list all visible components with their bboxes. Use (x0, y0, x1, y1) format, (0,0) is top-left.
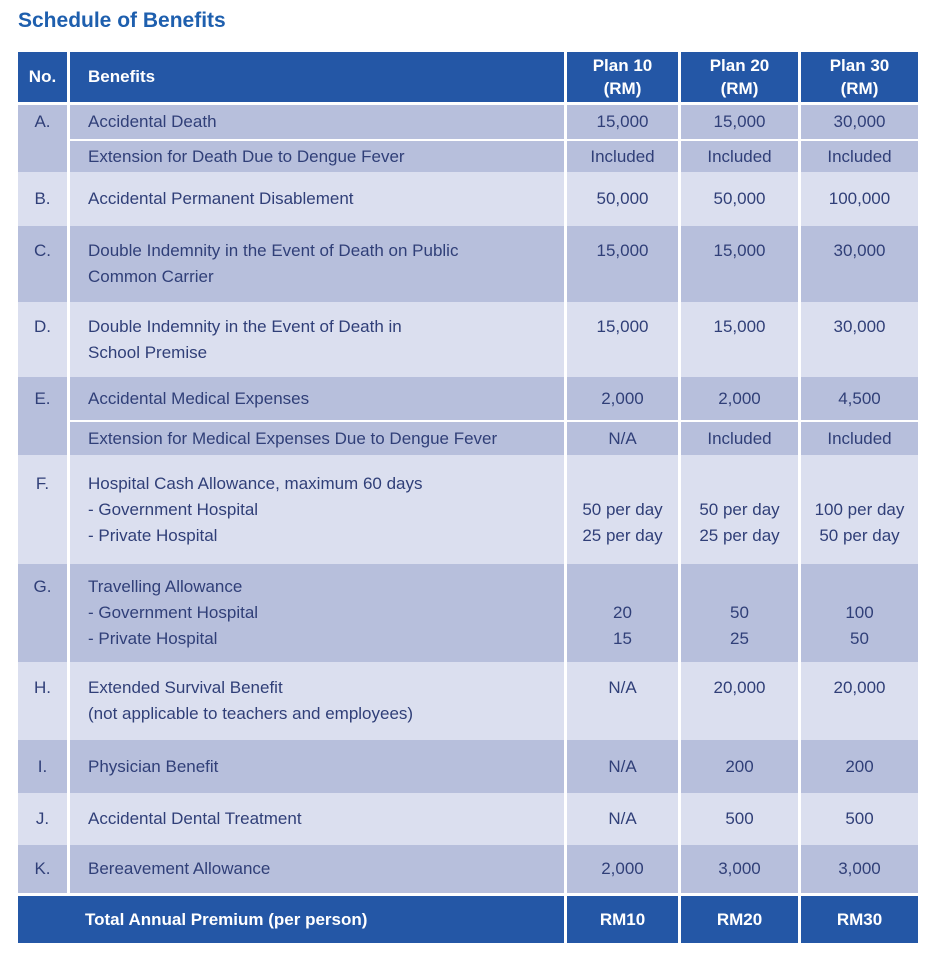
row-content (67, 845, 918, 893)
benefit-label: Bereavement Allowance (88, 859, 271, 878)
benefit-label: Extended Survival Benefit (88, 678, 283, 697)
benefit-label: Physician Benefit (88, 756, 219, 776)
row-letter: D. (34, 316, 51, 336)
row-content (67, 105, 918, 172)
table-row-a (18, 105, 918, 172)
plan30-value: 4,500 (838, 388, 881, 408)
row-letter-cell (18, 662, 67, 740)
header-plan10-line1: Plan 10 (592, 56, 653, 75)
row-letter: C. (34, 241, 51, 260)
row-content (67, 564, 918, 662)
plan10-value: 20 (613, 603, 632, 622)
plan20-value: 15,000 (713, 112, 766, 131)
plan20-value: Included (707, 428, 772, 448)
header-plan30-line1: Plan 30 (829, 56, 890, 75)
row-letter: J. (35, 809, 50, 828)
row-content (67, 377, 918, 455)
plan20-value: 15,000 (713, 241, 766, 260)
plan30-value: 30,000 (833, 241, 886, 260)
plan10-value: N/A (608, 678, 637, 697)
benefit-label: Extension for Medical Expenses Due to Dengue Fever (88, 428, 498, 448)
plan20-value: 50 (730, 603, 749, 622)
row-content (67, 455, 918, 564)
row-content (67, 662, 918, 740)
row-content (67, 793, 918, 845)
plan30-value: 100 (845, 603, 874, 622)
row-content (67, 740, 918, 793)
plan30-value: 30,000 (833, 316, 886, 336)
benefit-sub-label: - Private Hospital (88, 629, 218, 648)
benefit-note: (not applicable to teachers and employees) (88, 704, 414, 723)
benefit-sub-label: - Government Hospital (88, 499, 259, 519)
benefit-label: Double Indemnity in the Event of Death on Public (88, 241, 459, 260)
page-title: Schedule of Benefits (18, 9, 226, 32)
table-row-b (18, 172, 918, 226)
header-col-plan10 (564, 52, 678, 102)
plan10-value: N/A (608, 809, 637, 828)
plan30-value: 30,000 (833, 112, 886, 131)
row-letter-cell (18, 793, 67, 845)
row-letter-cell (18, 377, 67, 455)
benefit-label: Travelling Allowance (88, 577, 243, 596)
plan10-value: N/A (608, 428, 637, 448)
table-row-f (18, 455, 918, 564)
plan20-value: 200 (725, 756, 754, 776)
plan30-value: 3,000 (838, 859, 881, 878)
benefit-label: Accidental Permanent Disablement (88, 189, 354, 208)
plan20-value: 20,000 (713, 678, 766, 697)
table-row-h (18, 662, 918, 740)
plan20-value: 25 per day (699, 525, 780, 545)
total-premium-label: Total Annual Premium (per person) (85, 909, 368, 929)
benefit-sub-label: - Private Hospital (88, 525, 218, 545)
plan20-value: Included (707, 146, 772, 166)
row-letter-cell (18, 302, 67, 377)
table-header (18, 52, 918, 102)
total-premium-plan30: RM30 (798, 896, 918, 943)
benefit-label: Accidental Dental Treatment (88, 809, 302, 828)
benefit-sub-label: - Government Hospital (88, 603, 259, 622)
header-col-plan30 (798, 52, 918, 102)
plan20-value: 2,000 (718, 388, 761, 408)
benefit-label: Extension for Death Due to Dengue Fever (88, 146, 405, 166)
header-col-plan20 (678, 52, 798, 102)
benefit-label: Accidental Death (88, 112, 217, 131)
table-row-d (18, 302, 918, 377)
header-plan20-line2: (RM) (720, 79, 759, 98)
table-row-k (18, 845, 918, 893)
plan20-value: 500 (725, 809, 754, 828)
plan10-value: 50,000 (596, 189, 649, 208)
row-content (67, 226, 918, 302)
plan10-value: 50 per day (582, 499, 663, 519)
table-row-e (18, 377, 918, 455)
row-letter: H. (34, 678, 51, 697)
plan10-value: 15,000 (596, 241, 649, 260)
total-premium-plan20: RM20 (678, 896, 798, 943)
benefit-label: Accidental Medical Expenses (88, 388, 310, 408)
plan10-value: 2,000 (601, 388, 644, 408)
plan30-value: 200 (845, 756, 874, 776)
row-letter-cell (18, 172, 67, 226)
benefit-label: Common Carrier (88, 267, 214, 286)
table-row-g (18, 564, 918, 662)
row-letter-cell (18, 226, 67, 302)
plan30-value: Included (827, 428, 892, 448)
header-plan20-line1: Plan 20 (709, 56, 770, 75)
row-content (67, 302, 918, 377)
plan10-value: 15,000 (596, 316, 649, 336)
row-letter: G. (33, 577, 52, 596)
plan10-value: N/A (608, 756, 637, 776)
benefit-label: School Premise (88, 342, 208, 362)
benefit-label: Double Indemnity in the Event of Death in (88, 316, 402, 336)
header-col-no: No. (28, 67, 57, 86)
header-plan10-line2: (RM) (603, 79, 642, 98)
total-premium-plan10: RM10 (564, 896, 678, 943)
plan20-value: 50 per day (699, 499, 780, 519)
row-letter: F. (35, 473, 50, 493)
plan30-value: 100,000 (828, 189, 891, 208)
plan20-value: 3,000 (718, 859, 761, 878)
header-plan30-line2: (RM) (840, 79, 879, 98)
row-letter: B. (34, 189, 51, 208)
row-letter-cell (18, 564, 67, 662)
row-letter: I. (37, 756, 48, 776)
plan30-value: 500 (845, 809, 874, 828)
plan30-value: 50 per day (819, 525, 900, 545)
plan10-value: 15,000 (596, 112, 649, 131)
schedule-of-benefits-table (18, 52, 918, 943)
row-letter: E. (34, 388, 51, 408)
table-row-j (18, 793, 918, 845)
plan20-value: 25 (730, 629, 749, 648)
row-letter: K. (34, 859, 51, 878)
plan20-value: 15,000 (713, 316, 766, 336)
plan30-value: 100 per day (814, 499, 905, 519)
row-letter: A. (34, 112, 51, 131)
plan30-value: Included (827, 146, 892, 166)
table-row-c (18, 226, 918, 302)
plan30-value: 20,000 (833, 678, 886, 697)
header-col-benefits: Benefits (67, 52, 564, 102)
plan10-value: Included (590, 146, 655, 166)
plan10-value: 15 (613, 629, 632, 648)
benefit-label: Hospital Cash Allowance, maximum 60 days (88, 473, 423, 493)
plan10-value: 25 per day (582, 525, 663, 545)
table-footer-total-row (18, 896, 918, 943)
row-letter-cell (18, 740, 67, 793)
table-row-i (18, 740, 918, 793)
plan30-value: 50 (850, 629, 869, 648)
row-letter-cell (18, 845, 67, 893)
row-content (67, 172, 918, 226)
row-letter-cell (18, 455, 67, 564)
row-letter-cell (18, 105, 67, 172)
plan10-value: 2,000 (601, 859, 644, 878)
plan20-value: 50,000 (713, 189, 766, 208)
